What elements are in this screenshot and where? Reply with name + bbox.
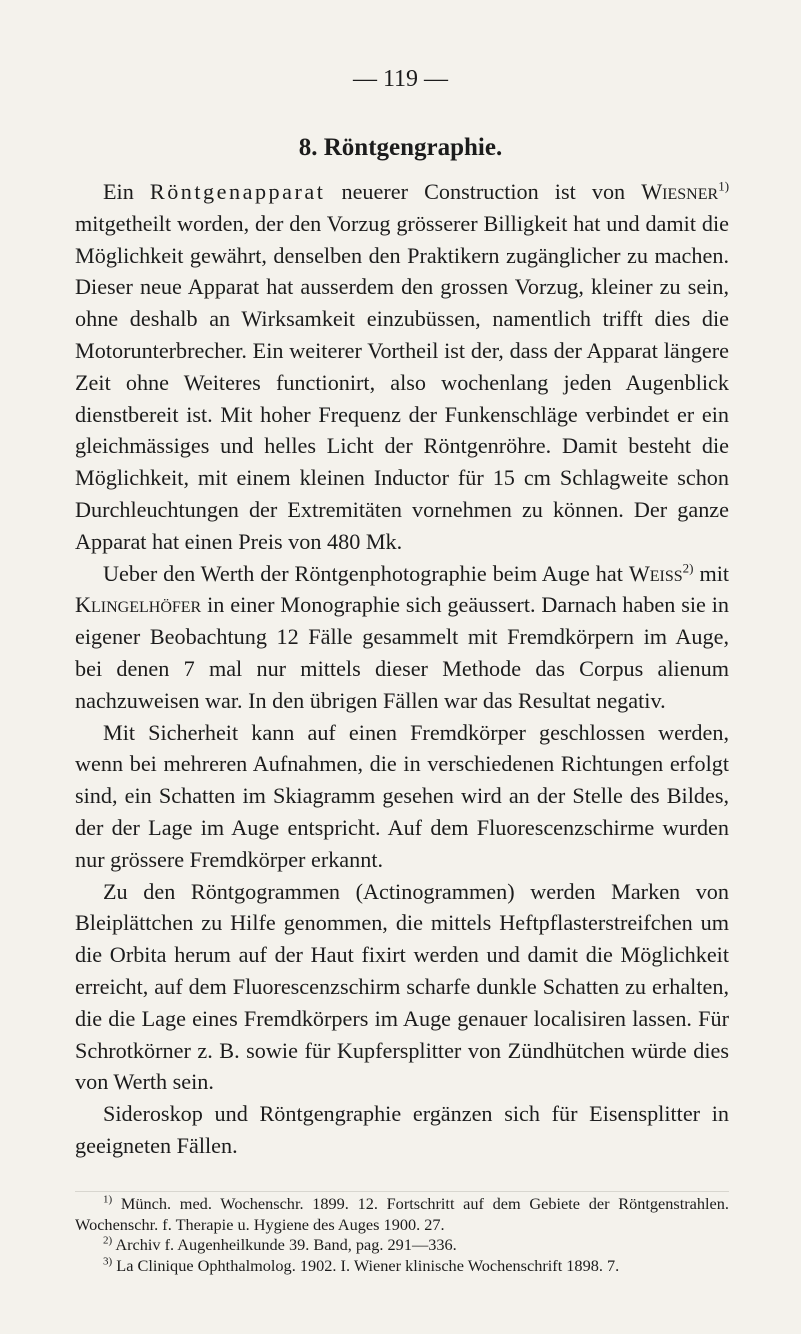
- spaced-term-roentgenapparat: Röntgenapparat: [149, 179, 326, 204]
- footnote-ref-2: 2): [682, 560, 694, 576]
- author-name-wiesner: Wiesner: [641, 179, 719, 204]
- footnote-mark-2: 2): [103, 1234, 113, 1247]
- page-number: — 119 —: [352, 66, 449, 92]
- paragraph-1-text-b: mitgetheilt worden, der den Vorzug grösserer Billigkeit hat und damit die Möglichkeit gewährt, denselben den Praktikern zugänglicher zu machen. Dieser neue Apparat hat ausserdem den grossen Vorzug, kleiner zu sein, ohne deshalb an Wirksamkeit einzubüssen, namentlich trifft dies die Motorunterbrecher. Ein weiterer Vortheil ist der, dass der Apparat längere Zeit ohne Weiteres functionirt, also wochenlang jeden Augenblick dienstbereit ist. Mit hoher Frequenz der Funkenschläge verbindet er ein gleichmässiges und helles Licht der Röntgenröhre. Damit besteht die Möglichkeit, mit einem kleinen Inductor für 15 cm Schlagweite schon Durchleuchtungen der Extremitäten vornehmen zu können. Der ganze Apparat hat einen Preis von 480 Mk.: [75, 210, 729, 554]
- paragraph-5: Sideroskop und Röntgengraphie ergänzen sich für Eisensplitter in geeigneten Fällen.: [75, 1101, 729, 1158]
- paragraph-4: Zu den Röntgogrammen (Actinogrammen) werden Marken von Bleiplättchen zu Hilfe genommen, die mittels Heftpflasterstreifchen um die Orbita herum auf der Haut fixirt werden und damit die Möglichkeit erreicht, auf dem Fluorescenzschirm scharfe dunkle Schatten zu erhalten, die die Lage eines Fremdkörpers im Auge genauer localisiren lassen. Für Schrotkörner z. B. sowie für Kupfersplitter von Zündhütchen würde dies von Werth sein.: [75, 878, 729, 1095]
- footnote-mark-3: 3): [103, 1255, 113, 1268]
- author-name-klingelhoefer: Klingelhöfer: [75, 592, 202, 618]
- paragraph-2-text-a: Ueber den Werth der Röntgenphotographie beim Auge hat: [103, 560, 623, 586]
- paragraph-2: [75, 558, 729, 717]
- footnote-2: [75, 1235, 729, 1256]
- paragraph-2-text-c: in einer Monographie sich geäussert. Darnach haben sie in eigener Beobachtung 12 Fälle gesammelt mit Fremdkörpern im Auge, bei denen 7 mal nur mittels dieser Methode das Corpus alienum nachzuweisen war. In den übrigen Fällen war das Resultat negativ.: [75, 592, 730, 713]
- footnote-mark-1: 1): [103, 1193, 113, 1206]
- section-heading: 8. Röntgengraphie.: [298, 134, 503, 161]
- body-text: [75, 176, 729, 1162]
- paragraph-2-text-b: mit: [699, 560, 730, 586]
- paragraph-1: [75, 176, 729, 558]
- footnote-1: [75, 1194, 729, 1235]
- footnote-1-text: Münch. med. Wochenschr. 1899. 12. Fortschritt auf dem Gebiete der Röntgenstrahlen. Wochenschr. f. Therapie u. Hygiene des Auges 1900. 27.: [75, 1194, 729, 1234]
- footnote-divider: [75, 1191, 729, 1192]
- footnotes: [75, 1194, 729, 1276]
- footnote-2-text: Archiv f. Augenheilkunde 39. Band, pag. 291—336.: [115, 1235, 457, 1255]
- paragraph-3: Mit Sicherheit kann auf einen Fremdkörper geschlossen werden, wenn bei mehreren Aufnahmen, die in verschiedenen Richtungen erfolgt sind, ein Schatten im Skiagramm gesehen wird an der Stelle des Bildes, der der Lage im Auge entspricht. Auf dem Fluorescenzschirme wurden nur grössere Fremdkörper erkannt.: [75, 719, 729, 872]
- paragraph-1-start: Ein: [103, 179, 134, 204]
- footnote-3: [75, 1256, 729, 1277]
- footnote-ref-1: 1): [718, 178, 730, 194]
- author-name-weiss: Weiss: [628, 560, 683, 586]
- footnote-3-text: La Clinique Ophthalmolog. 1902. I. Wiener klinische Wochenschrift 1898. 7.: [116, 1255, 620, 1275]
- paragraph-1-text-a: neuerer Construction ist von: [341, 179, 626, 204]
